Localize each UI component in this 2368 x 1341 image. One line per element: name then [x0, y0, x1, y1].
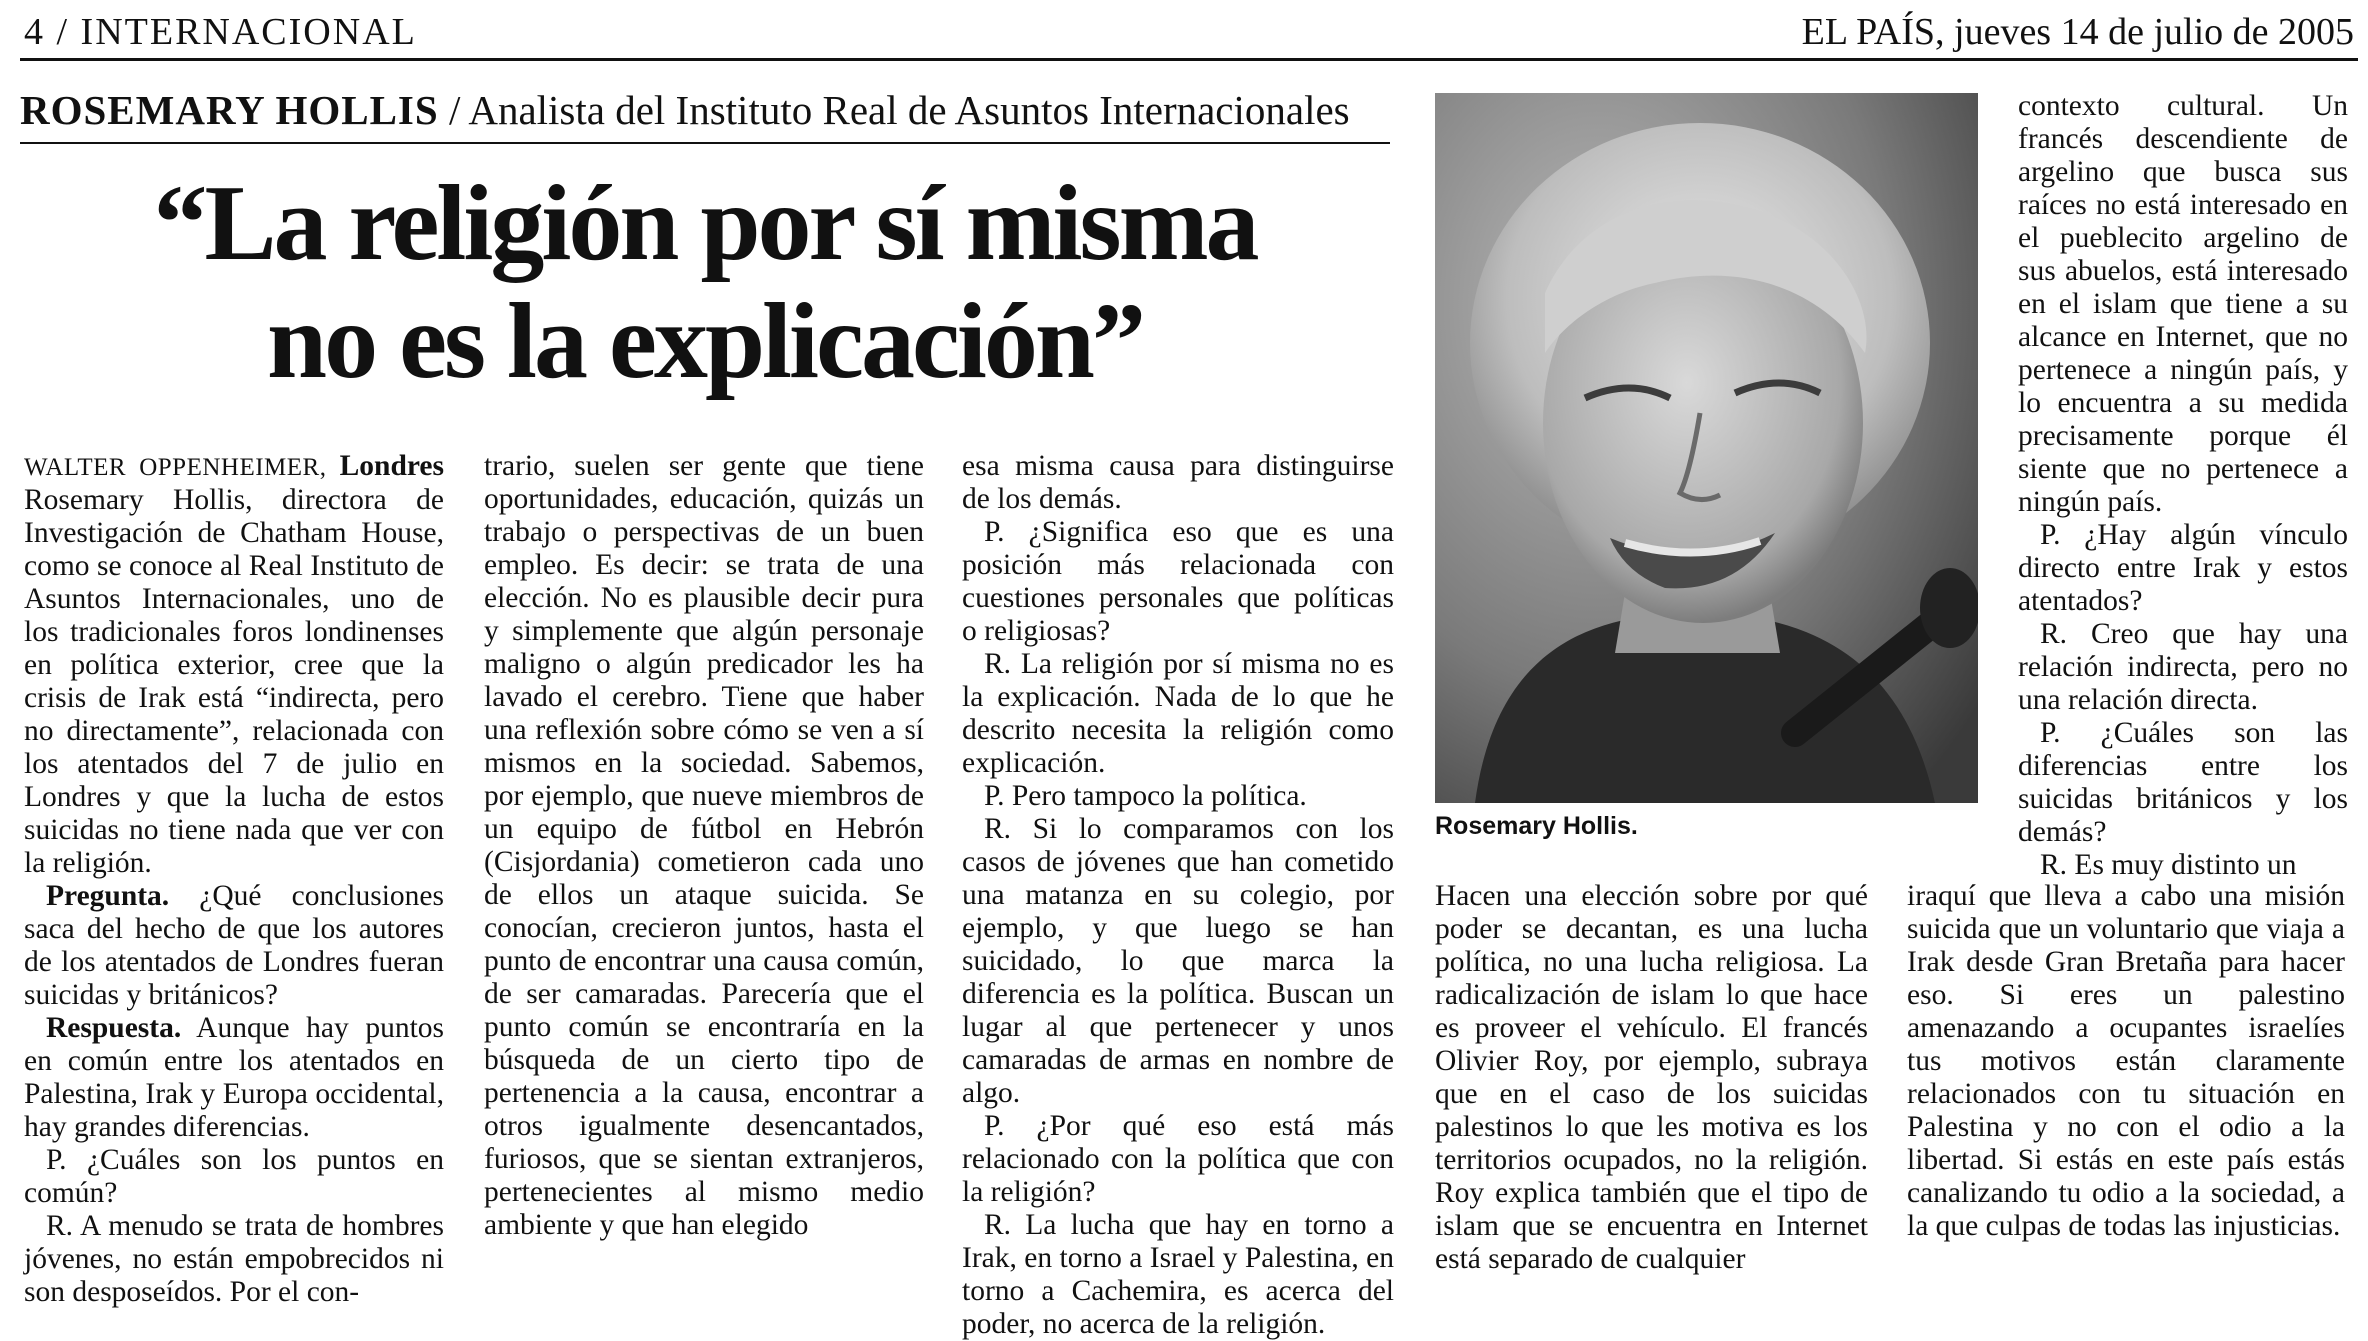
- headline-line-1: “La religión por sí misma: [153, 164, 1257, 283]
- article-column-4: [1435, 880, 1868, 1276]
- author-name: WALTER OPPENHEIMER,: [24, 454, 340, 481]
- answer-paragraph: R. La religión por sí misma no es la explicación. Nada de lo que he descrito necesita la religión como explicación.: [962, 648, 1394, 779]
- photo-caption: Rosemary Hollis.: [1435, 812, 1638, 840]
- body-paragraph: contexto cultural. Un francés descendiente de argelino que busca sus raíces no está interesado en el pueblecito argelino de sus abuelos, está interesado en el islam que tiene a su alcance en Internet, que no pertenece a ningún país, y lo encuentra a su medida precisamente porque él siente que no pertenece a ningún país.: [2018, 90, 2348, 518]
- dateline-place: Londres: [339, 450, 444, 482]
- question-paragraph: P. ¿Cuáles son las diferencias entre los suicidas británicos y los demás?: [2018, 717, 2348, 848]
- answer-paragraph: Respuesta. Aunque hay puntos en común entre los atentados en Palestina, Irak y Europa occidental, hay grandes diferencias.: [24, 1012, 444, 1143]
- answer-paragraph: R. A menudo se trata de hombres jóvenes, no están empobrecidos ni son desposeídos. Por el con-: [24, 1210, 444, 1308]
- section-label: 4 / INTERNACIONAL: [24, 11, 417, 53]
- article-column-6: [2018, 90, 2348, 882]
- portrait-photo: [1435, 93, 1978, 803]
- portrait-illustration: [1435, 93, 1978, 803]
- question-paragraph: P. ¿Cuáles son los puntos en común?: [24, 1144, 444, 1209]
- article-column-3: [962, 450, 1394, 1341]
- headline-line-2: no es la explicación”: [267, 282, 1143, 401]
- answer-paragraph: R. Creo que hay una relación indirecta, pero no una relación directa.: [2018, 618, 2348, 716]
- answer-paragraph: R. La lucha que hay en torno a Irak, en torno a Israel y Palestina, en torno a Cachemira, es acerca del poder, no acerca de la religión.: [962, 1209, 1394, 1340]
- interviewee-role: / Analista del Instituto Real de Asuntos Internacionales: [438, 87, 1350, 133]
- body-paragraph: Hacen una elección sobre por qué poder se decantan, es una lucha política, no una lucha religiosa. La radicalización de islam lo que hace es proveer el vehículo. El francés Olivier Roy, por ejemplo, subraya que en el caso de los suicidas palestinos lo que les motiva es los territorios ocupados, no la religión. Roy explica también que el tipo de islam que se encuentra en Internet está separado de cualquier: [1435, 880, 1868, 1275]
- body-paragraph: trario, suelen ser gente que tiene oportunidades, educación, quizás un trabajo o perspectivas de un buen empleo. Es decir: se trata de una elección. No es plausible decir pura y simplemente que algún personaje maligno o algún predicador les ha lavado el cerebro. Tiene que haber una reflexión sobre cómo se ven a sí mismos en la sociedad. Sabemos, por ejemplo, que nueve miembros de un equipo de fútbol en Hebrón (Cisjordania) cometieron cada uno de ellos un ataque suicida. Se conocían, crecieron juntos, hasta el punto de encontrar una causa común, de ser camaradas. Parecería que el punto común se encontraría en la búsqueda de un cierto tipo de pertenencia a la causa, encontrar a otros igualmente desencantados, furiosos, que se sientan extranjeros, pertenecientes al mismo medio ambiente y que han elegido: [484, 450, 924, 1241]
- question-paragraph: Pregunta. ¿Qué conclusiones saca del hecho de que los autores de los atentados de Londres fueran suicidas y británicos?: [24, 880, 444, 1011]
- lead-paragraph: WALTER OPPENHEIMER, Londres Rosemary Hollis, directora de Investigación de Chatham House, como se conoce al Real Instituto de Asuntos Internacionales, uno de los tradicionales foros londinenses en política exterior, cree que la crisis de Irak está “indirecta, pero no directamente”, relacionada con los atentados del 7 de julio en Londres y que la lucha de estos suicidas no tiene nada que ver con la religión.: [24, 450, 444, 879]
- article-column-2: [484, 450, 924, 1242]
- answer-paragraph: R. Si lo comparamos con los casos de jóvenes que han cometido una matanza en su colegio, por ejemplo, y que luego se han suicidado, lo que marca la diferencia es la política. Buscan un lugar al que pertenecer y unos camaradas de armas en nombre de algo.: [962, 813, 1394, 1109]
- body-paragraph: esa misma causa para distinguirse de los demás.: [962, 450, 1394, 515]
- interviewee-byline: [20, 86, 1350, 134]
- newspaper-dateline: EL PAÍS, jueves 14 de julio de 2005: [1801, 11, 2354, 53]
- question-paragraph: P. ¿Hay algún vínculo directo entre Irak y estos atentados?: [2018, 519, 2348, 617]
- question-paragraph: P. ¿Significa eso que es una posición más relacionada con cuestiones personales que políticas o religiosas?: [962, 516, 1394, 647]
- body-paragraph: iraquí que lleva a cabo una misión suicida que un voluntario que viaja a Irak desde Gran Bretaña para hacer eso. Si eres un palestino amenazando a ocupantes israelíes tus motivos están claramente relacionados con tu situación en Palestina y no con el odio a la libertad. Si estás en este país estás canalizando tu odio a la sociedad, a la que culpas de todas las injusticias.: [1907, 880, 2345, 1242]
- interviewee-name: ROSEMARY HOLLIS: [20, 87, 439, 133]
- headline: [20, 165, 1390, 401]
- byline-divider: [20, 142, 1390, 144]
- answer-paragraph: R. Es muy distinto un: [2040, 849, 2297, 881]
- article-column-1: [24, 450, 444, 1309]
- article-column-5: [1907, 880, 2345, 1243]
- question-paragraph: P. Pero tampoco la política.: [984, 780, 1307, 812]
- question-paragraph: P. ¿Por qué eso está más relacionado con la política que con la religión?: [962, 1110, 1394, 1208]
- header-divider: [20, 58, 2358, 61]
